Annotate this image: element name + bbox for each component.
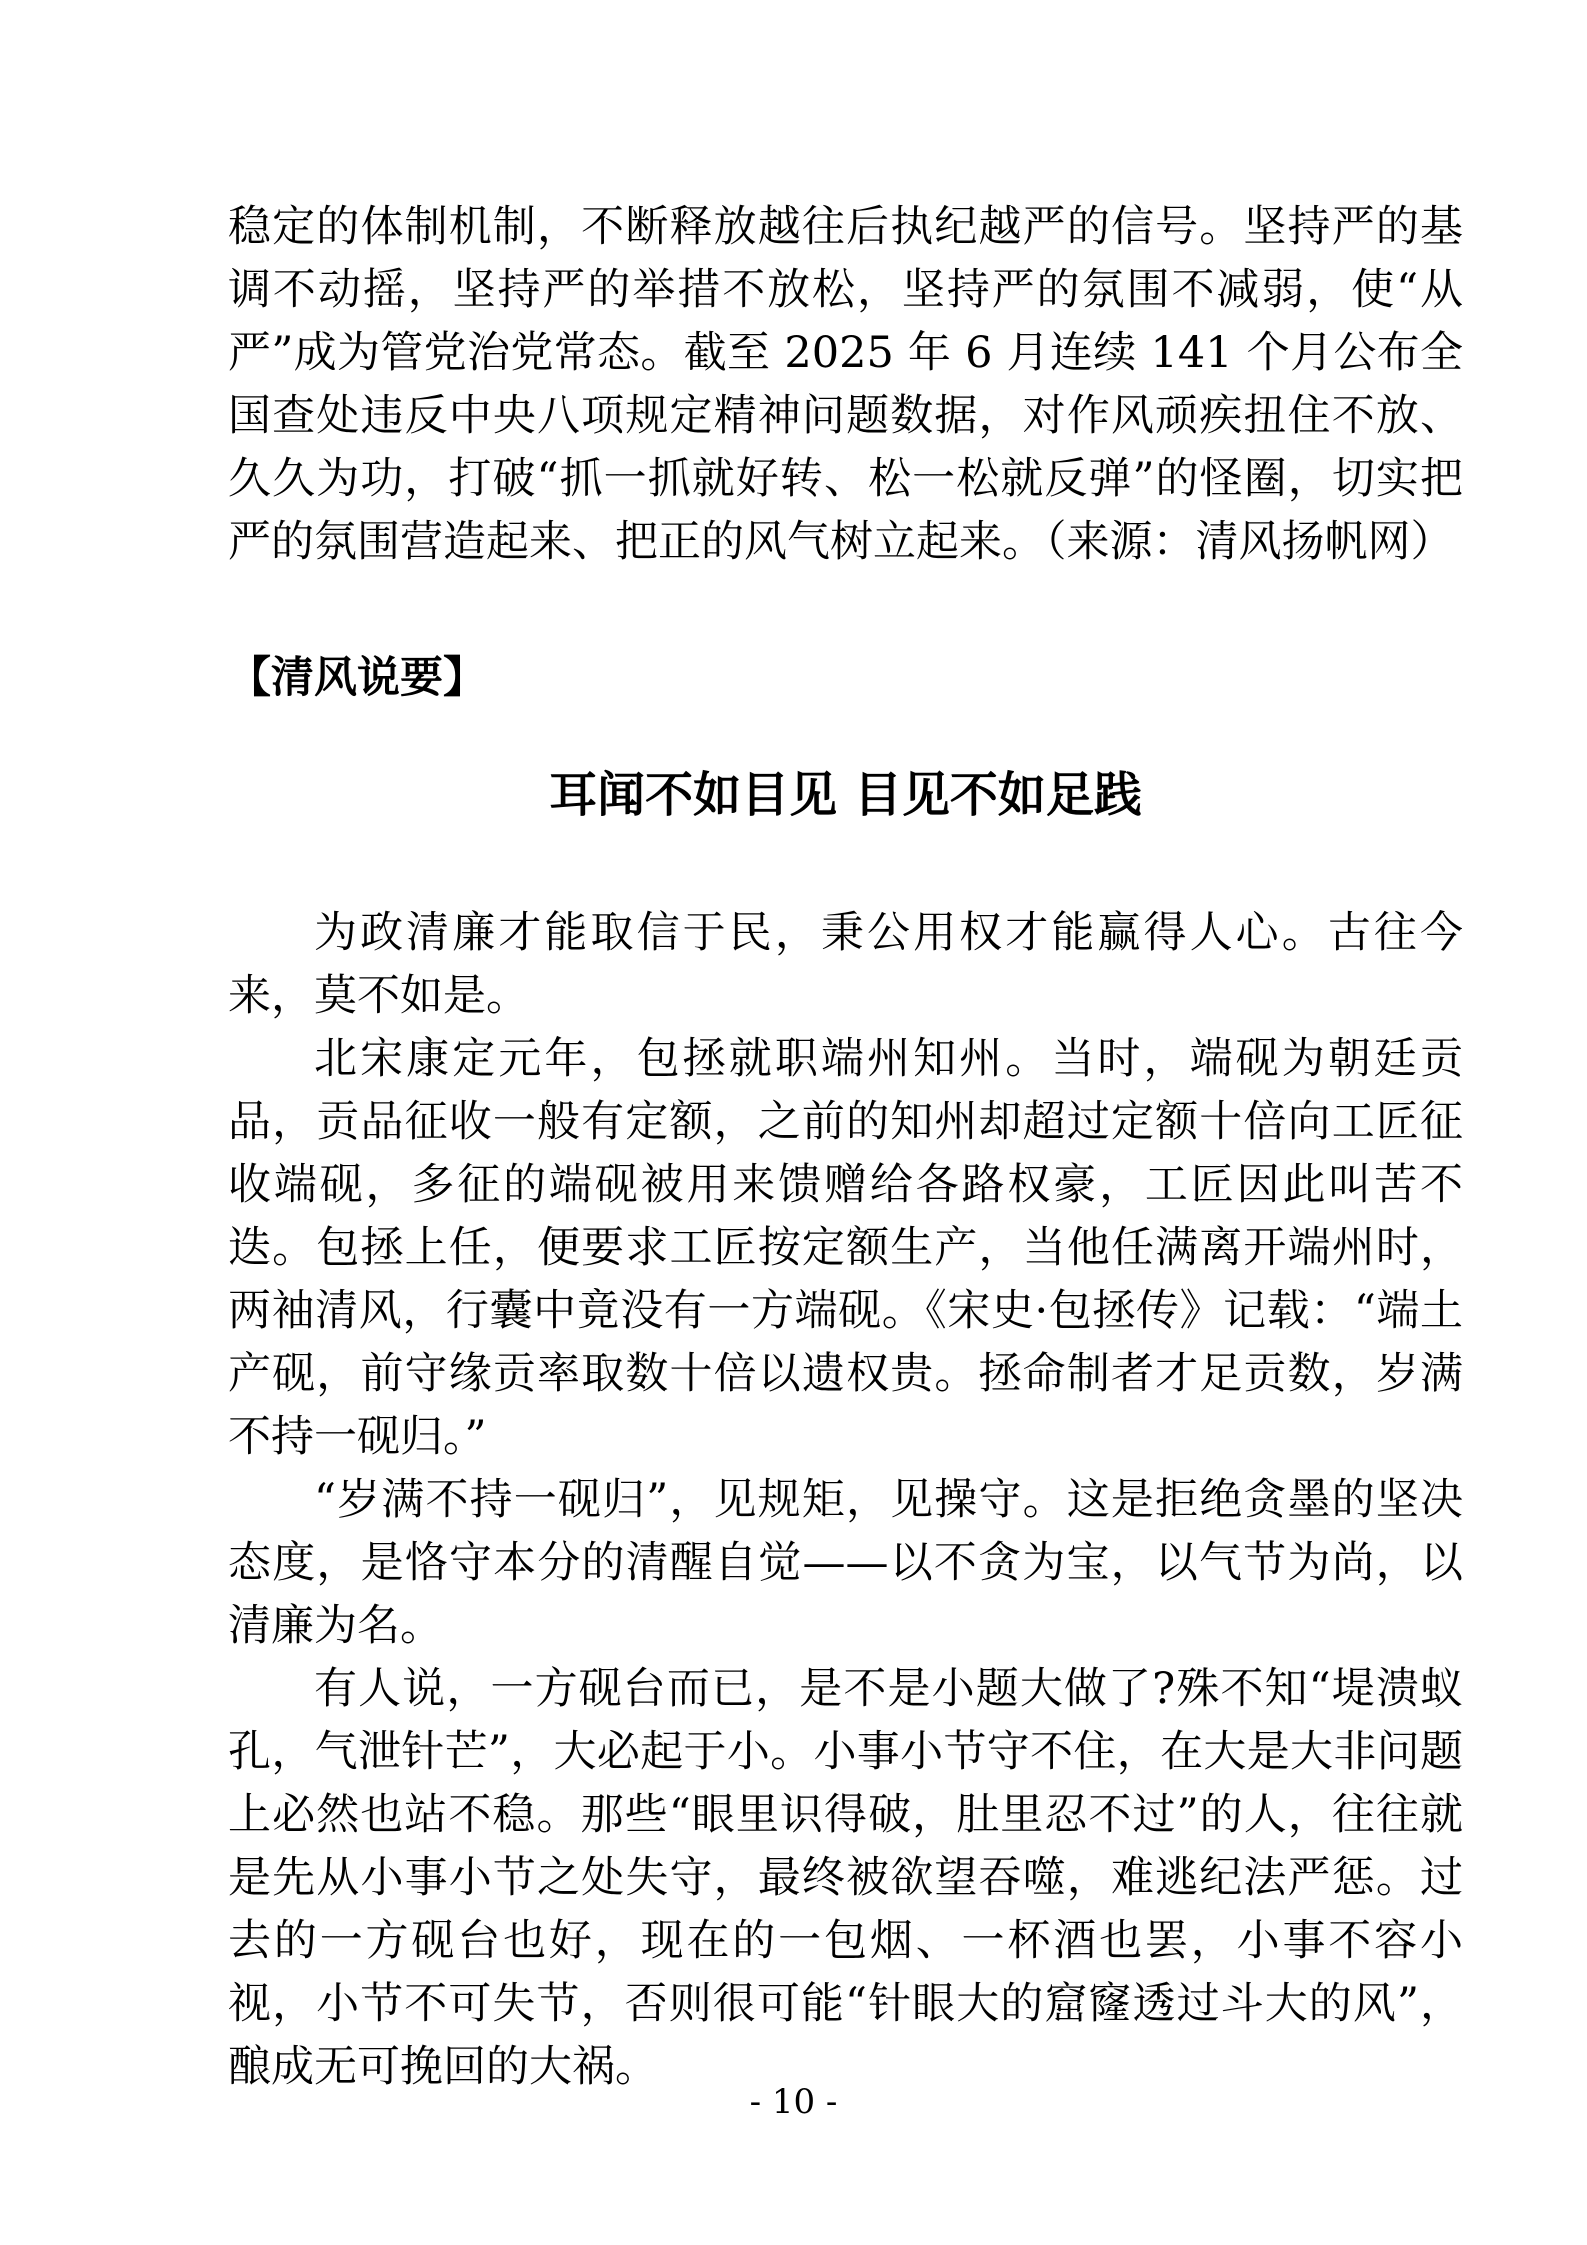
body-paragraph: 北宋康定元年，包拯就职端州知州。当时，端砚为朝廷贡品，贡品征收一般有定额，之前的知州却超过定额十倍向工匠征收端砚，多征的端砚被用来馈赠给各路权豪，工匠因此叫苦不迭。包拯上任，便要求工匠按定额生产，当他任满离开端州时，两袖清风，行囊中竟没有一方端砚。《宋史·包拯传》记载：“端土产砚，前守缘贡率取数十倍以遗权贵。拯命制者才足贡数，岁满不持一砚归。” [228, 1034, 1463, 1462]
page-number: - 10 - [749, 2082, 838, 2122]
body-paragraph: 为政清廉才能取信于民，秉公用权才能赢得人心。古往今来，莫不如是。 [228, 908, 1463, 1021]
body-paragraph: 有人说，一方砚台而已，是不是小题大做了?殊不知“堤溃蚁孔，气泄针芒”，大必起于小。小事小节守不住，在大是大非问题上必然也站不稳。那些“眼里识得破，肚里忍不过”的人，往往就是先从小事小节之处失守，最终被欲望吞噬，难逃纪法严惩。过去的一方砚台也好，现在的一包烟、一杯酒也罢，小事不容小视，小节不可失节，否则很可能“针眼大的窟窿透过斗大的风”，酿成无可挽回的大祸。 [228, 1664, 1463, 2092]
body-paragraph: “岁满不持一砚归”，见规矩，见操守。这是拒绝贪墨的坚决态度，是恪守本分的清醒自觉——以不贪为宝，以气节为尚，以清廉为名。 [228, 1475, 1463, 1651]
article-body [228, 902, 1463, 2099]
continued-paragraph: 稳定的体制机制，不断释放越往后执纪越严的信号。坚持严的基调不动摇，坚持严的举措不放松，坚持严的氛围不减弱，使“从严”成为管党治党常态。截至 2025 年 6 月连续 141 个月公布全国查处违反中央八项规定精神问题数据，对作风顽疾扭住不放、久久为功，打破“抓一抓就好转、松一松就反弹”的怪圈，切实把严的氛围营造起来、把正的风气树立起来。（来源：清风扬帆网） [228, 202, 1463, 567]
section-heading: 【清风说要】 [228, 653, 486, 703]
article-title: 耳闻不如目见 目见不如足践 [549, 767, 1142, 823]
page-content [228, 0, 1463, 2099]
